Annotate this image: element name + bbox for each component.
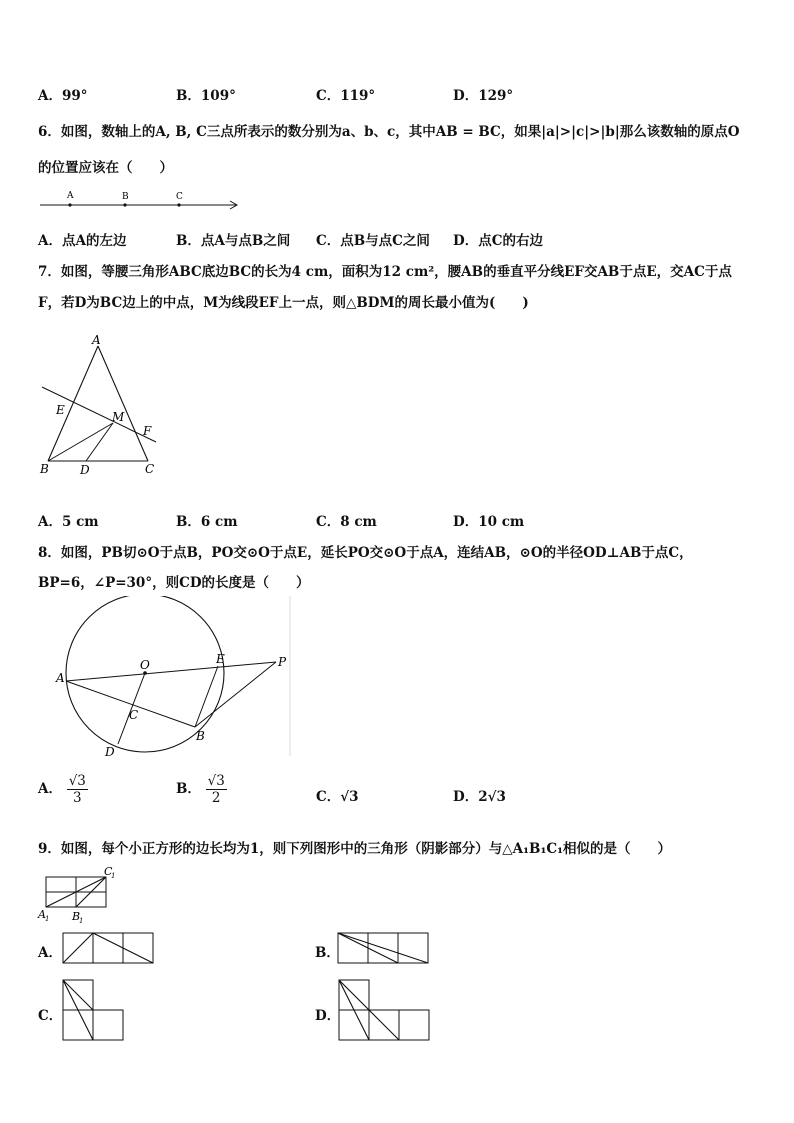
q8-text-line2: BP=6，∠P=30°，则CD的长度是（ ） [38,575,310,591]
q8-text-line1: 8．如图，PB切⊙O于点B，PO交⊙O于点E，延长PO交⊙O于点A，连结AB，⊙O的半径OD⊥AB于点C， [38,545,693,561]
label-b1: B [72,910,81,923]
q9-option-c-label: C． [38,1008,63,1024]
vertex-b: B [40,462,49,476]
label-a1-sub: 1 [45,915,50,923]
q8-option-d: D．2√3 [453,789,506,805]
point-o: O [140,658,150,672]
point-b [123,203,126,206]
q8-option-a [38,773,88,806]
q9-option-a-label: A． [38,945,62,961]
q8-circle-figure [50,596,295,761]
q6-text-line2: 的位置应该在（ ） [38,160,173,176]
q7-text-line2: F，若D为BC边上的中点，M为线段EF上一点，则△BDM的周长最小值为( ) [38,295,529,311]
q9-text-line1: 9．如图，每个小正方形的边长均为1，则下列图形中的三角形（阴影部分）与△A₁B₁C₁相似的是（ ） [38,841,672,857]
q7-option-b: B．6 cm [176,514,238,530]
q7-option-a: A．5 cm [38,514,99,530]
q6-option-d: D．点C的右边 [453,233,543,249]
point-e: E [56,403,65,417]
q5-option-b: B．109° [176,88,236,104]
q8-option-b-label: B． [176,781,201,797]
q6-text-line1: 6．如图，数轴上的A, B, C三点所表示的数分别为a、b、c，其中AB = BC，如果|a|>|c|>|b|那么该数轴的原点O [38,124,740,140]
q8-option-a-fraction [67,773,88,806]
fraction-numerator: √3 [68,773,86,789]
point-p: P [278,655,287,669]
q7-option-c: C．8 cm [316,514,377,530]
q9-option-d-label: D． [315,1008,341,1024]
q9-option-a-figure [62,932,155,966]
fraction-denominator: 2 [211,790,221,806]
vertex-a: A [92,333,101,347]
q9-reference-figure [34,866,129,926]
q8-option-b-fraction [206,773,227,806]
label-c: C [176,192,183,202]
fraction-numerator: √3 [207,773,225,789]
fraction-denominator: 3 [72,790,82,806]
point-a: A [56,671,65,685]
q8-option-c: C．√3 [316,789,359,805]
label-c1-sub: 1 [111,872,116,880]
q8-option-a-label: A． [38,781,62,797]
q9-option-b-figure [337,932,430,966]
label-a: A [67,191,74,201]
point-f: F [143,424,152,438]
q9-option-d-figure [338,979,431,1043]
q6-option-c: C．点B与点C之间 [316,233,430,249]
q8-option-b [176,773,227,806]
q6-option-b: B．点A与点B之间 [176,233,291,249]
label-a1: A [38,908,46,921]
q5-option-c: C．119° [316,88,376,104]
q7-text-line1: 7．如图，等腰三角形ABC底边BC的长为4 cm，面积为12 cm²，腰AB的垂直平分线EF交AB于点E，交AC于点 [38,264,732,280]
point-d: D [105,745,115,759]
point-m: M [112,410,125,424]
q6-option-a: A．点A的左边 [38,233,127,249]
label-c1: C [104,866,113,878]
vertex-c: C [145,462,155,476]
label-b: B [122,192,129,202]
point-a [68,203,71,206]
point-b: B [196,729,205,743]
point-e: E [216,652,225,666]
point-c: C [129,708,139,722]
point-d: D [80,463,90,477]
point-c [177,203,180,206]
q6-number-line [36,186,246,216]
q9-option-c-figure [62,979,125,1043]
q7-triangle-figure [34,332,169,482]
label-b1-sub: 1 [79,917,84,925]
q7-option-d: D．10 cm [453,514,525,530]
q5-option-a: A．99° [38,88,88,104]
q5-option-d: D．129° [453,88,514,104]
q9-option-b-label: B． [315,945,340,961]
